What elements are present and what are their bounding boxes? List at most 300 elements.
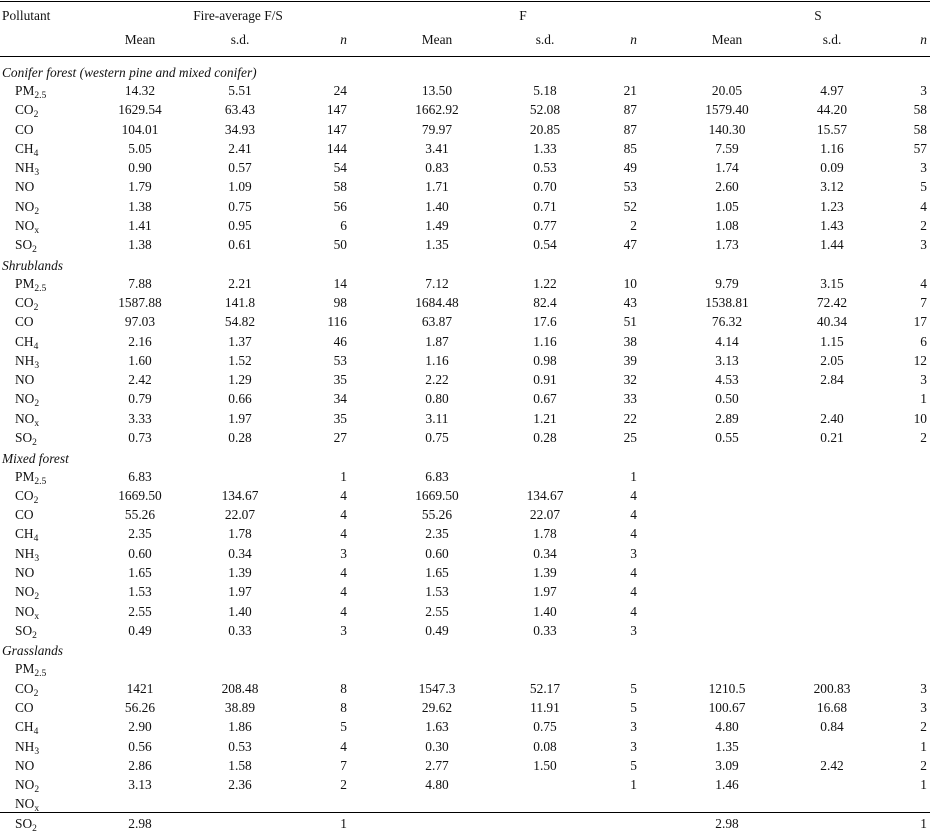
value-sd: 16.68 (816, 699, 848, 715)
value-n: 4 (340, 526, 347, 542)
pollutant-label: $NO_x$ (15, 796, 40, 815)
value-n: 33 (623, 391, 637, 407)
value-n: 8 (340, 680, 347, 696)
value-sd: 1.58 (228, 757, 252, 773)
value-mean: 5.05 (128, 140, 152, 156)
value-mean: 2.55 (425, 603, 449, 619)
pollutant-label: $CO_2$ (15, 487, 39, 506)
value-mean: 1.53 (425, 584, 449, 600)
value-sd: 0.67 (533, 391, 557, 407)
value-mean: 2.60 (715, 179, 739, 195)
value-sd: 3.12 (820, 179, 844, 195)
value-mean: 2.42 (128, 372, 152, 388)
value-mean: 0.75 (425, 430, 449, 446)
value-mean: 1.65 (128, 565, 152, 580)
value-n: 4 (630, 584, 637, 600)
value-sd: 141.8 (224, 295, 256, 311)
value-mean: 1.46 (715, 777, 739, 793)
value-n: 8 (340, 699, 347, 715)
value-n: 3 (920, 680, 927, 696)
value-mean: 2.22 (425, 372, 449, 388)
value-mean: 0.50 (715, 391, 739, 407)
value-mean: 1547.3 (418, 680, 456, 696)
value-mean: 1.40 (425, 198, 449, 214)
value-sd: 134.67 (221, 487, 259, 503)
value-mean: 0.30 (425, 738, 449, 754)
value-n: 5 (630, 680, 637, 696)
value-sd: 2.36 (228, 777, 252, 793)
value-n: 4 (630, 526, 637, 542)
value-mean: 0.60 (128, 545, 152, 561)
pollutant-label: $CO_2$ (15, 102, 39, 121)
value-mean: 140.30 (708, 121, 746, 137)
value-mean: 79.97 (421, 121, 453, 137)
value-mean: 1579.40 (705, 102, 749, 118)
value-n: 49 (623, 160, 637, 176)
value-mean: 2.35 (425, 526, 449, 542)
value-n: 46 (333, 333, 347, 349)
header-group-1: F (519, 8, 527, 23)
value-sd: 40.34 (816, 314, 848, 330)
value-mean: 100.67 (708, 699, 746, 715)
value-sd: 0.34 (533, 545, 557, 561)
value-sd: 5.18 (533, 83, 557, 98)
pollutant-label: $NH_3$ (15, 738, 40, 757)
value-mean: 2.90 (128, 719, 152, 735)
value-n: 56 (333, 198, 347, 214)
value-sd: 1.86 (228, 719, 252, 735)
value-mean: 3.33 (128, 410, 152, 426)
value-sd: 1.16 (820, 140, 844, 156)
value-sd: 2.40 (820, 410, 844, 426)
value-mean: 1.38 (128, 198, 152, 214)
value-n: 4 (920, 198, 927, 214)
value-n: 32 (623, 372, 637, 388)
value-n: 47 (623, 237, 637, 253)
value-mean: 1421 (126, 680, 154, 696)
value-sd: 1.97 (228, 584, 252, 600)
value-n: 52 (623, 198, 637, 214)
value-mean: 1669.50 (415, 487, 459, 503)
value-mean: 0.90 (128, 160, 152, 176)
pollutant-label: $SO_2$ (15, 815, 37, 834)
pollutant-label: $PM_{2.5}$ (15, 275, 47, 294)
value-n: 39 (623, 352, 637, 368)
value-mean: 0.49 (425, 622, 449, 638)
value-mean: 0.55 (715, 430, 739, 446)
pollutant-label: CO (15, 121, 34, 137)
value-mean: 4.80 (425, 777, 449, 793)
value-mean: 2.35 (128, 526, 152, 542)
value-n: 53 (623, 179, 637, 195)
value-sd: 0.09 (820, 160, 844, 176)
value-sd: 1.97 (533, 584, 557, 600)
value-n: 4 (340, 738, 347, 754)
value-n: 4 (630, 603, 637, 619)
value-n: 4 (340, 584, 347, 600)
value-mean: 1210.5 (708, 680, 746, 696)
value-n: 5 (920, 179, 927, 195)
value-sd: 1.37 (228, 333, 252, 349)
value-mean: 0.60 (425, 545, 449, 561)
value-n: 2 (630, 217, 637, 233)
pollutant-label: $CH_4$ (15, 140, 39, 159)
value-n: 116 (327, 314, 347, 330)
value-n: 3 (630, 545, 637, 561)
value-n: 7 (920, 295, 927, 311)
value-mean: 3.13 (128, 777, 152, 793)
subheader-sd: s.d. (230, 32, 250, 47)
value-n: 58 (333, 179, 347, 195)
header-pollutant: Pollutant (2, 8, 51, 23)
value-mean: 4.14 (715, 333, 739, 349)
value-sd: 1.39 (533, 565, 557, 580)
value-n: 21 (623, 83, 637, 98)
pollutant-label: $NO_x$ (15, 410, 40, 429)
value-n: 4 (920, 275, 927, 291)
value-sd: 1.78 (228, 526, 252, 542)
value-mean: 1538.81 (705, 295, 749, 311)
value-n: 144 (326, 140, 347, 156)
value-sd: 1.40 (533, 603, 557, 619)
value-sd: 0.53 (533, 160, 557, 176)
value-mean: 1.05 (715, 198, 739, 214)
value-mean: 104.01 (121, 121, 159, 137)
pollutant-label: $NO_2$ (15, 198, 40, 217)
pollutant-label: $SO_2$ (15, 430, 37, 449)
value-sd: 0.75 (228, 198, 252, 214)
pollutant-label: $NO_2$ (15, 391, 40, 410)
value-sd: 1.40 (228, 603, 252, 619)
value-n: 3 (920, 83, 927, 98)
value-n: 10 (623, 275, 637, 291)
value-sd: 2.21 (228, 275, 252, 291)
value-sd: 0.54 (533, 237, 557, 253)
value-sd: 1.44 (820, 237, 844, 253)
value-sd: 1.22 (533, 275, 557, 291)
value-mean: 1.60 (128, 352, 152, 368)
value-mean: 1.16 (425, 352, 449, 368)
value-sd: 20.85 (529, 121, 561, 137)
value-n: 147 (326, 102, 347, 118)
section-title: Shrublands (2, 257, 64, 273)
value-n: 54 (333, 160, 347, 176)
value-sd: 0.95 (228, 217, 252, 233)
value-n: 2 (920, 430, 927, 446)
value-sd: 1.33 (533, 140, 557, 156)
value-n: 35 (333, 372, 347, 388)
value-sd: 2.05 (820, 352, 844, 368)
value-n: 4 (340, 487, 347, 503)
value-sd: 1.23 (820, 198, 844, 214)
value-mean: 76.32 (711, 314, 743, 330)
value-sd: 208.48 (221, 680, 259, 696)
subheader-n: n (920, 32, 927, 47)
value-mean: 1669.50 (118, 487, 162, 503)
value-mean: 3.41 (425, 140, 449, 156)
value-mean: 2.98 (128, 815, 152, 831)
value-n: 3 (340, 545, 347, 561)
value-n: 50 (333, 237, 347, 253)
subheader-mean: Mean (124, 32, 156, 47)
value-mean: 1629.54 (118, 102, 162, 118)
value-mean: 6.83 (128, 468, 152, 484)
value-sd: 44.20 (816, 102, 848, 118)
pollutant-label: $CO_2$ (15, 295, 39, 314)
value-mean: 56.26 (124, 699, 156, 715)
value-sd: 0.98 (533, 352, 557, 368)
value-n: 1 (340, 815, 347, 831)
value-sd: 1.21 (533, 410, 557, 426)
value-n: 3 (340, 622, 347, 638)
value-n: 53 (333, 352, 347, 368)
section-title: Grasslands (2, 643, 64, 659)
value-sd: 1.78 (533, 526, 557, 542)
value-mean: 1587.88 (118, 295, 162, 311)
pollutant-label: NO (15, 565, 35, 580)
value-n: 43 (623, 295, 637, 311)
value-sd: 1.09 (228, 179, 252, 195)
value-n: 3 (920, 372, 927, 388)
value-mean: 0.73 (128, 430, 152, 446)
value-mean: 1.63 (425, 719, 449, 735)
value-sd: 0.34 (228, 545, 252, 561)
value-sd: 0.77 (533, 217, 557, 233)
pollutant-label: $NO_2$ (15, 584, 40, 603)
pollutant-label: $SO_2$ (15, 237, 37, 256)
value-n: 1 (630, 777, 637, 793)
value-n: 17 (913, 314, 927, 330)
value-n: 87 (623, 102, 637, 118)
value-n: 34 (333, 391, 347, 407)
value-mean: 2.89 (715, 410, 739, 426)
value-mean: 1.08 (715, 217, 739, 233)
value-n: 1 (920, 738, 927, 754)
value-mean: 1.79 (128, 179, 152, 195)
value-mean: 7.88 (128, 275, 152, 291)
value-n: 4 (340, 565, 347, 580)
value-n: 4 (340, 603, 347, 619)
subheader-n: n (340, 32, 347, 47)
value-n: 1 (920, 391, 927, 407)
value-mean: 2.55 (128, 603, 152, 619)
value-sd: 0.71 (533, 198, 557, 214)
value-sd: 1.50 (533, 757, 557, 773)
value-mean: 3.09 (715, 757, 739, 773)
value-mean: 63.87 (421, 314, 453, 330)
value-mean: 1.87 (425, 333, 449, 349)
value-sd: 0.70 (533, 179, 557, 195)
value-n: 4 (340, 507, 347, 523)
value-mean: 14.32 (124, 83, 156, 98)
pollutant-label: $NO_x$ (15, 603, 40, 622)
value-sd: 72.42 (816, 295, 848, 311)
subheader-n: n (630, 32, 637, 47)
value-n: 22 (623, 410, 637, 426)
subheader-mean: Mean (711, 32, 743, 47)
value-sd: 1.29 (228, 372, 252, 388)
value-sd: 0.28 (228, 430, 252, 446)
value-n: 3 (920, 160, 927, 176)
value-n: 3 (920, 699, 927, 715)
value-n: 6 (340, 217, 347, 233)
pollutant-label: NO (15, 372, 35, 388)
value-mean: 0.80 (425, 391, 449, 407)
value-mean: 1662.92 (415, 102, 459, 118)
value-n: 57 (913, 140, 927, 156)
value-sd: 1.43 (820, 217, 844, 233)
value-n: 1 (630, 468, 637, 484)
value-mean: 3.11 (425, 410, 449, 426)
value-mean: 20.05 (711, 83, 743, 98)
value-mean: 6.83 (425, 468, 449, 484)
value-n: 51 (623, 314, 637, 330)
value-n: 58 (913, 102, 927, 118)
section-title: Mixed forest (2, 450, 69, 466)
value-sd: 52.08 (529, 102, 561, 118)
top-rule (0, 1, 930, 2)
value-sd: 22.07 (529, 507, 561, 523)
value-mean: 7.59 (715, 140, 739, 156)
header-group-0: Fire-average F/S (193, 8, 283, 23)
value-sd: 0.66 (228, 391, 252, 407)
value-mean: 1.71 (425, 179, 449, 195)
value-sd: 0.84 (820, 719, 844, 735)
value-n: 5 (630, 699, 637, 715)
pollutant-label: NO (15, 757, 35, 773)
value-n: 4 (630, 507, 637, 523)
value-n: 27 (333, 430, 347, 446)
pollutant-label: $CH_4$ (15, 719, 39, 738)
value-mean: 4.53 (715, 372, 739, 388)
value-sd: 0.91 (533, 372, 557, 388)
value-n: 6 (920, 333, 927, 349)
value-mean: 55.26 (421, 507, 453, 523)
value-sd: 1.52 (228, 352, 252, 368)
value-n: 25 (623, 430, 637, 446)
subheader-mean: Mean (421, 32, 453, 47)
value-sd: 0.28 (533, 430, 557, 446)
value-sd: 0.08 (533, 738, 557, 754)
value-n: 98 (333, 295, 347, 311)
value-mean: 97.03 (124, 314, 156, 330)
value-sd: 1.39 (228, 565, 252, 580)
value-sd: 1.97 (228, 410, 252, 426)
value-sd: 54.82 (224, 314, 256, 330)
value-n: 2 (340, 777, 347, 793)
value-n: 147 (326, 121, 347, 137)
value-sd: 34.93 (224, 121, 256, 137)
value-sd: 3.15 (820, 275, 844, 291)
value-mean: 1.65 (425, 565, 449, 580)
value-n: 1 (920, 777, 927, 793)
value-n: 2 (920, 757, 927, 773)
header-rule (0, 56, 930, 57)
value-sd: 0.61 (228, 237, 252, 253)
value-sd: 200.83 (813, 680, 851, 696)
subheader-sd: s.d. (822, 32, 842, 47)
value-sd: 1.15 (820, 333, 844, 349)
pollutant-label: $NH_3$ (15, 160, 40, 179)
pollutant-label: $PM_{2.5}$ (15, 83, 47, 101)
value-mean: 1.41 (128, 217, 152, 233)
value-n: 14 (333, 275, 347, 291)
value-n: 5 (340, 719, 347, 735)
header-group-2: S (814, 8, 822, 23)
value-mean: 3.13 (715, 352, 739, 368)
pollutant-label: NO (15, 179, 35, 195)
value-sd: 0.57 (228, 160, 252, 176)
value-n: 2 (920, 719, 927, 735)
value-mean: 0.49 (128, 622, 152, 638)
value-mean: 1.35 (715, 738, 739, 754)
value-n: 24 (333, 83, 347, 98)
value-n: 38 (623, 333, 637, 349)
pollutant-label: CO (15, 314, 34, 330)
pollutant-label: $NO_x$ (15, 217, 40, 236)
pollutant-label: $PM_{2.5}$ (15, 661, 47, 680)
value-n: 1 (920, 815, 927, 831)
pollutant-label: $PM_{2.5}$ (15, 468, 47, 487)
value-mean: 2.77 (425, 757, 449, 773)
value-mean: 1.35 (425, 237, 449, 253)
value-sd: 52.17 (529, 680, 561, 696)
pollutant-label: $CO_2$ (15, 680, 39, 699)
value-mean: 0.83 (425, 160, 449, 176)
value-mean: 1.38 (128, 237, 152, 253)
pollutant-label: CO (15, 699, 34, 715)
pollutant-label: $NO_2$ (15, 777, 40, 796)
value-mean: 55.26 (124, 507, 156, 523)
value-sd: 1.16 (533, 333, 557, 349)
value-mean: 7.12 (425, 275, 449, 291)
value-n: 7 (340, 757, 347, 773)
value-sd: 0.75 (533, 719, 557, 735)
value-n: 4 (630, 565, 637, 580)
value-sd: 134.67 (526, 487, 564, 503)
value-sd: 17.6 (533, 314, 557, 330)
value-mean: 0.79 (128, 391, 152, 407)
value-mean: 29.62 (421, 699, 453, 715)
value-sd: 2.42 (820, 757, 844, 773)
value-mean: 1684.48 (415, 295, 459, 311)
value-sd: 38.89 (224, 699, 256, 715)
value-n: 87 (623, 121, 637, 137)
value-n: 58 (913, 121, 927, 137)
value-mean: 1.53 (128, 584, 152, 600)
value-n: 4 (630, 487, 637, 503)
value-mean: 2.16 (128, 333, 152, 349)
value-sd: 2.84 (820, 372, 844, 388)
value-mean: 1.49 (425, 217, 449, 233)
value-n: 12 (913, 352, 927, 368)
value-sd: 82.4 (533, 295, 557, 311)
value-n: 3 (630, 738, 637, 754)
pollutant-label: $CH_4$ (15, 526, 39, 545)
pollutant-label: CO (15, 507, 34, 523)
pollutant-label: $CH_4$ (15, 333, 39, 352)
value-mean: 4.80 (715, 719, 739, 735)
value-n: 35 (333, 410, 347, 426)
value-n: 3 (630, 622, 637, 638)
value-sd: 2.41 (228, 140, 252, 156)
value-n: 1 (340, 468, 347, 484)
value-mean: 9.79 (715, 275, 739, 291)
value-n: 85 (623, 140, 637, 156)
pollutant-label: $SO_2$ (15, 622, 37, 641)
value-mean: 2.98 (715, 815, 739, 831)
value-n: 3 (920, 237, 927, 253)
